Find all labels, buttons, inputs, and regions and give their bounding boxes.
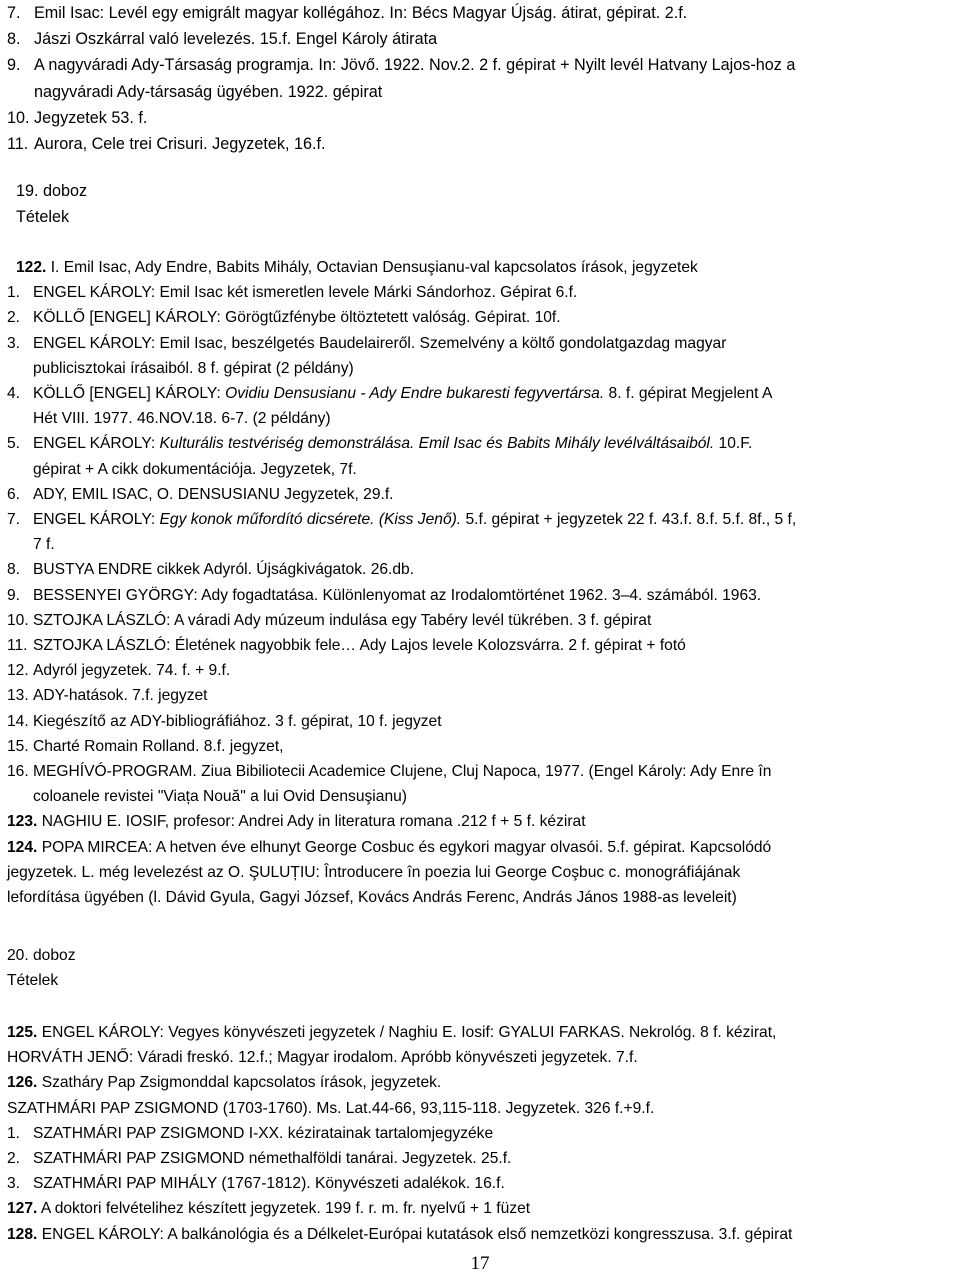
sub-item-continued: coloanele revistei "Viața Nouă" a lui Ovid Densuşianu) [33, 788, 407, 806]
sub-item: 10. SZTOJKA LÁSZLÓ: A váradi Ady múzeum indulása egy Tabéry levél tükrében. 3 f. gépirat [7, 611, 652, 629]
box-subtitle: Tételek [7, 972, 59, 990]
sub-item: 3. SZATHMÁRI PAP MIHÁLY (1767-1812). Könyvészeti adalékok. 16.f. [7, 1175, 505, 1193]
item-125: 125. ENGEL KÁROLY: Vegyes könyvészeti jegyzetek / Naghiu E. Iosif: GYALUI FARKAS. Nekrológ. 8 f. kézirat, [7, 1024, 777, 1041]
list-item: 11. Aurora, Cele trei Crisuri. Jegyzetek, 16.f. [7, 135, 326, 154]
item-124-continued: jegyzetek. L. még levelezést az O. ŞULUȚIU: Întroducere în poezia lui George Coşbuc c. monográfiájának [7, 863, 741, 881]
sub-item: 2. SZATHMÁRI PAP ZSIGMOND némethalföldi tanárai. Jegyzetek. 25.f. [7, 1150, 512, 1168]
item-128: 128. ENGEL KÁROLY: A balkánológia és a Délkelet-Európai kutatások első nemzetközi kongresszusa. 3.f. gépirat [7, 1225, 793, 1243]
sub-item: 11. SZTOJKA LÁSZLÓ: Életének nagyobbik fele… Ady Lajos levele Kolozsvárra. 2 f. gépirat + fotó [7, 637, 686, 655]
box-19-heading [16, 178, 87, 230]
sub-item-continued: gépirat + A cikk dokumentációja. Jegyzetek, 7f. [33, 460, 357, 478]
sub-item: 1. SZATHMÁRI PAP ZSIGMOND I-XX. kéziratainak tartalomjegyzéke [7, 1124, 494, 1142]
item-125-continued: HORVÁTH JENŐ: Váradi freskó. 12.f.; Magyar irodalom. Apróbb könyvészeti jegyzetek. 7.f. [7, 1049, 638, 1067]
sub-item: 6. ADY, EMIL ISAC, O. DENSUSIANU Jegyzetek, 29.f. [7, 485, 394, 503]
sub-item-continued: publicisztokai írásaiból. 8 f. gépirat (2 példány) [33, 359, 354, 377]
items-125-128 [7, 1020, 952, 1247]
item-122 [7, 255, 952, 910]
sub-item: 7. ENGEL KÁROLY: Egy konok műfordító dicsérete. (Kiss Jenő). 5.f. gépirat + jegyzetek 22 f. 43.f. 8.f. 5.f. 8f., 5 f, [7, 511, 797, 529]
box-title: 20. doboz [7, 947, 76, 964]
sub-item: 15. Charté Romain Rolland. 8.f. jegyzet, [7, 737, 284, 755]
sub-item: 3. ENGEL KÁROLY: Emil Isac, beszélgetés Baudelaireről. Szemelvény a költő gondolatgazdag magyar [7, 334, 727, 352]
box-title: 19. doboz [16, 182, 88, 200]
list-item: 10. Jegyzetek 53. f. [7, 108, 148, 127]
sub-item: 16. MEGHÍVÓ-PROGRAM. Ziua Bibiliotecii Academice Clujene, Cluj Napoca, 1977. (Engel Károly: Ady Enre în [7, 763, 772, 781]
sub-item: 8. BUSTYA ENDRE cikkek Adyról. Újságkivágatok. 26.db. [7, 561, 415, 579]
page-number: 17 [470, 1253, 490, 1274]
item-127: 127. A doktori felvételihez készített jegyzetek. 199 f. r. m. fr. nyelvű + 1 füzet [7, 1200, 531, 1218]
sub-item-continued: 7 f. [33, 536, 55, 554]
box-20-heading [7, 943, 76, 993]
box-subtitle: Tételek [16, 208, 70, 227]
sub-item-continued: Hét VIII. 1977. 46.NOV.18. 6-7. (2 példány) [33, 410, 331, 428]
list-item: 9. A nagyváradi Ady-Társaság programja. In: Jövő. 1922. Nov.2. 2 f. gépirat + Nyilt levél Hatvany Lajos-hoz a [7, 56, 796, 75]
sub-item: 9. BESSENYEI GYÖRGY: Ady fogadtatása. Különlenyomat az Irodalomtörténet 1962. 3–4. számából. 1963. [7, 586, 762, 604]
item-123: 123. NAGHIU E. IOSIF, profesor: Andrei Ady in literatura romana .212 f + 5 f. kézirat [7, 813, 586, 831]
sub-item: 2. KÖLLŐ [ENGEL] KÁROLY: Görögtűzfénybe öltöztetett valóság. Gépirat. 10f. [7, 309, 561, 327]
item-126-continued: SZATHMÁRI PAP ZSIGMOND (1703-1760). Ms. Lat.44-66, 93,115-118. Jegyzetek. 326 f.+9.f. [7, 1099, 655, 1117]
item-title: I. Emil Isac, Ady Endre, Babits Mihály, Octavian Densuşianu-val kapcsolatos írások, jegyzetek [50, 259, 698, 276]
sub-item: 14. Kiegészítő az ADY-bibliográfiához. 3 f. gépirat, 10 f. jegyzet [7, 712, 442, 730]
item-number: 122. [16, 259, 47, 276]
sub-item: 5. ENGEL KÁROLY: Kulturális testvériség demonstrálása. Emil Isac és Babits Mihály levélváltásaiból. 10.F. [7, 435, 753, 453]
top-list [7, 0, 952, 157]
item-124: 124. POPA MIRCEA: A hetven éve elhunyt George Cosbuc és egykori magyar olvasói. 5.f. gépirat. Kapcsolódó [7, 838, 772, 856]
sub-item: 4. KÖLLŐ [ENGEL] KÁROLY: Ovidiu Densusianu - Ady Endre bukaresti fegyvertársa. 8. f. gépirat Megjelent A [7, 385, 773, 403]
item-126: 126. Szatháry Pap Zsigmonddal kapcsolatos írások, jegyzetek. [7, 1074, 442, 1092]
item-124-continued: lefordítása ügyében (l. Dávid Gyula, Gagyi József, Kovács András Ferenc, András János 1988-as leveleit) [7, 889, 737, 907]
list-item: 7. Emil Isac: Levél egy emigrált magyar kollégához. In: Bécs Magyar Újság. átirat, gépirat. 2.f. [7, 4, 688, 22]
list-item-continued: nagyváradi Ady-társaság ügyében. 1922. gépirat [34, 82, 383, 101]
sub-item: 1. ENGEL KÁROLY: Emil Isac két ismeretlen levele Márki Sándorhoz. Gépirat 6.f. [7, 284, 578, 302]
sub-item: 13. ADY-hatások. 7.f. jegyzet [7, 687, 208, 705]
sub-item: 12. Adyról jegyzetek. 74. f. + 9.f. [7, 662, 231, 680]
list-item: 8. Jászi Oszkárral való levelezés. 15.f. Engel Károly átirata [7, 30, 438, 49]
